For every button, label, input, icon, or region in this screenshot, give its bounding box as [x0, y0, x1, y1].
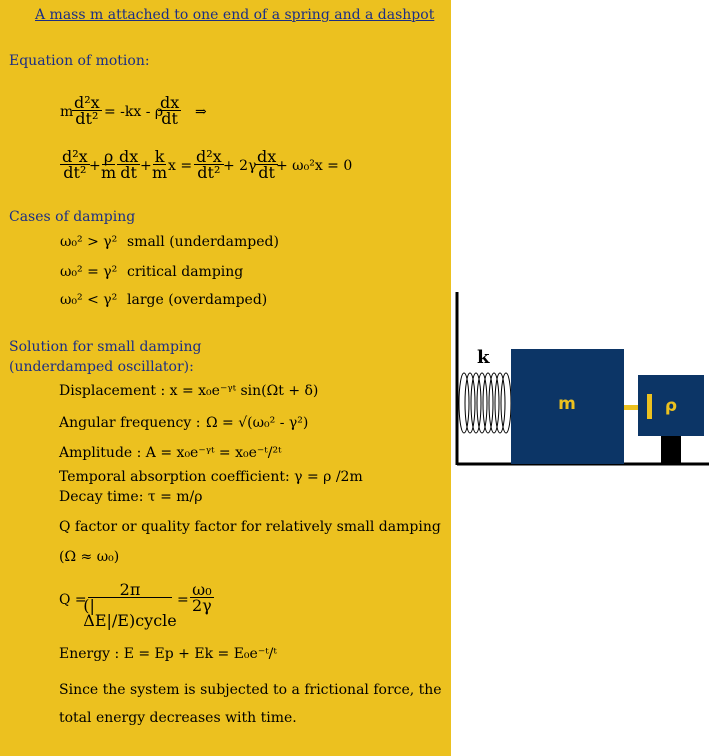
spring-icon — [459, 373, 511, 433]
implies-arrow: ⇒ — [195, 104, 207, 120]
angular-frequency-formula: Ω = √(ω₀² - γ²) — [206, 415, 309, 431]
case-description: large (overdamped) — [127, 292, 268, 308]
mass-label: m — [558, 394, 576, 414]
energy-formula: Energy : E = Ep + Ek = E₀e⁻ᵗ/ᵗ — [59, 646, 277, 662]
case-condition: ω₀² > γ² — [60, 234, 118, 250]
q-factor-text: Q factor or quality factor for relatively small damping — [59, 519, 441, 535]
page-title: A mass m attached to one end of a spring and a dashpot — [35, 7, 435, 23]
case-condition: ω₀² < γ² — [60, 292, 118, 308]
case-condition: ω₀² = γ² — [60, 264, 118, 280]
closing-text-line-2: total energy decreases with time. — [59, 710, 297, 726]
case-description: critical damping — [127, 264, 244, 280]
amplitude-formula: Amplitude : A = x₀e⁻ᵞᵗ = x₀e⁻ᵗ/²ᵗ — [59, 445, 282, 461]
cases-heading: Cases of damping — [9, 209, 136, 225]
decay-time: Decay time: τ = m/ρ — [59, 489, 203, 505]
equation-heading: Equation of motion: — [9, 53, 150, 69]
spring-mass-damper-diagram — [451, 0, 709, 756]
angular-frequency-label: Angular frequency : — [59, 415, 201, 431]
q-factor-condition: (Ω ≈ ω₀) — [59, 549, 120, 565]
closing-text-line-1: Since the system is subjected to a frictional force, the — [59, 682, 442, 698]
solution-heading: Solution for small damping — [9, 339, 202, 355]
displacement-formula: Displacement : x = x₀e⁻ᵞᵗ sin(Ωt + δ) — [59, 383, 319, 399]
spring-label: k — [477, 347, 490, 368]
temporal-coefficient: Temporal absorption coefficient: γ = ρ /2m — [59, 469, 363, 485]
case-description: small (underdamped) — [127, 234, 279, 250]
dashpot-support — [661, 436, 681, 464]
solution-subheading: (underdamped oscillator): — [9, 359, 194, 375]
damper-label: ρ — [664, 396, 678, 416]
formula-panel: A mass m attached to one end of a spring and a dashpot Equation of motion: m d²x dt² = -kx - ρ dx dt ⇒ d²x dt² + ρ m dx dt + k m x = d²x dt² + 2γ dx dt + ω₀²x = 0 Cases of damping ω₀² > γ² small (underdamped) ω₀² = γ² critical damping ω₀² < γ² large (overdamped) Solution for small damping (underdamped oscillator): Displacement : x = x₀e⁻ᵞᵗ sin(Ωt + δ) Angular frequency : Ω = √(ω₀² - γ²) Amplitude : A = x₀e⁻ᵞᵗ = x₀e⁻ᵗ/²ᵗ Temporal absorption coefficient: γ = ρ /2m Decay time: τ = m/ρ Q factor or quality factor for relatively small damping (Ω ≈ ω₀) Q = 2π (|ΔE|/E)cycle = ω₀ 2γ Energy : E = Ep + Ek = E₀e⁻ᵗ/ᵗ Since the system is subjected to a frictional force, the total energy decreases with time. — [0, 0, 451, 756]
